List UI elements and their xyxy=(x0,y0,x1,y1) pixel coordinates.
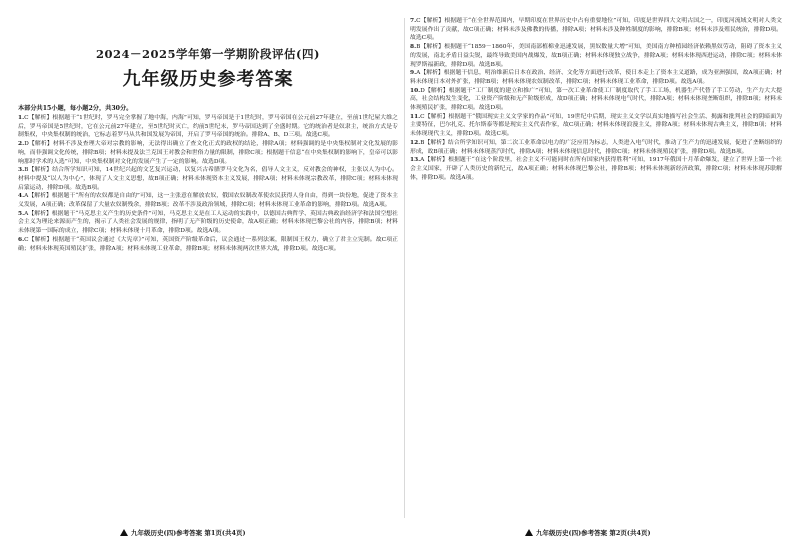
page-footer-right xyxy=(525,528,651,537)
answer-text: B【解析】根据题干“1859－1860年，美国南部植棉业迅速发展，黑奴数量大增”可知，美国南方种植园经济依赖黑奴劳动，阻碍了资本主义的发展，南北矛盾日益尖锐，最终导致美国内战爆发，故B项正确；材料未体现独立战争，排除A项；材料未体现西进运动，排除C项；材料未体现罗斯福新政，排除D项。故选B项。 xyxy=(410,44,782,68)
answer-text: B【解析】结合所学知识可知，第二次工业革命以电力的广泛应用为标志，人类进入电气时代，推动了生产力的迅速发展，促进了垄断组织的形成，故B项正确；材料未体现蒸汽时代，排除A项；材料未体现信息时代，排除C项；材料未体现殖民扩张，排除D项。故选B项。 xyxy=(410,139,782,155)
answer-number: 8. xyxy=(410,44,417,51)
answer-number: 1. xyxy=(18,115,25,121)
answer-item xyxy=(18,140,398,166)
triangle-icon xyxy=(120,529,128,536)
answer-number: 13. xyxy=(410,157,421,164)
answer-text: A【解析】根据题干“马克思主义产生的历史条件”可知，马克思主义是在工人运动的实践中，以德国古典哲学、英国古典政治经济学和法国空想社会主义为理论来源而产生的，揭示了人类社会发展的规律，指明了无产阶级的历史使命，故A项正确；材料未体现巴黎公社的内容，排除B项；材料未体现第一国际的成立，排除C项；材料未体现十月革命，排除D项。故选A项。 xyxy=(18,210,398,235)
answer-text: B【解析】结合所学知识可知，14世纪兴起的文艺复兴运动，以复兴古希腊罗马文化为名，倡导人文主义，反对教会的神权，主张以人为中心。材料中提及“以人为中心”，体现了人文主义思想，故B项正确；材料未体现资本主义发展，排除A项；材料未体现宗教改革，排除C项；材料未体现启蒙运动，排除D项。故选B项。 xyxy=(18,167,398,191)
answer-item xyxy=(18,236,398,253)
document-subtitle: 九年级历史参考答案 xyxy=(122,69,294,90)
answer-text: A【解析】根据题干“在这个阶段里，社会主义不可能同时在所有国家内获得胜利”可知，1917年俄国十月革命爆发，建立了世界上第一个社会主义国家，开辟了人类历史的新纪元，故A项正确；材料未体现巴黎公社，排除B项；材料未体现新经济政策，排除C项；材料未体现苏联解体，排除D项。故选A项。 xyxy=(410,157,782,181)
triangle-icon xyxy=(525,529,533,536)
answer-text: C【解析】根据题干“1世纪时，罗马完全掌握了地中海，内海”可知，罗马帝国是于1世纪时，罗马帝国在公元前27年建立，至前1世纪屋大维之后，罗马帝国是5世纪时，它在公元前27年建立，至5世纪时灭亡，约前5世纪末，罗马帝国达到了全盛时期。它的统治者是奴隶主，统治方式是专制集权，中央集权制的统治，它标志着罗马从共和国发展为帝国，开启了罗马帝国的统治。排除A、B、D三项。故选C项。 xyxy=(18,115,398,139)
footer-left-text: 九年级历史(四)参考答案 第1页(共4页) xyxy=(131,529,246,537)
answer-item xyxy=(410,139,782,156)
answer-item xyxy=(18,192,398,209)
page-footer-left xyxy=(120,528,246,537)
right-column xyxy=(410,0,782,543)
answer-item xyxy=(18,210,398,236)
answer-number: 10. xyxy=(410,87,421,94)
left-answer-list xyxy=(18,114,398,253)
answer-text: D【解析】根据题干“工厂制度的建立和推广”可知，第一次工业革命使工厂制度取代了手工工场，机器生产代替了手工劳动，生产力大大提高，社会结构发生变化，工业资产阶级和无产阶级形成，故D项正确；材料未体现电气时代，排除A项；材料未体现垄断组织，排除B项；材料未体现殖民扩张，排除C项。故选D项。 xyxy=(410,87,782,112)
answer-item xyxy=(18,114,398,140)
answer-text: A【解析】根据题干“所有的农奴都是自由的”可知，这一主张意在解放农奴，俄国农奴制改革使农民获得人身自由，得到一块份地，促进了资本主义发展，A项正确；改革保留了大量农奴制残余，排除B项；改革不涉及政治领域，排除C项；材料未体现工业革命的影响，排除D项。故选A项。 xyxy=(18,193,398,209)
document-title: 2024－2025学年第一学期阶段评估(四) xyxy=(96,47,320,61)
left-column xyxy=(18,0,398,543)
answer-item xyxy=(410,43,782,69)
answer-number: 12. xyxy=(410,139,421,146)
section-intro: 本部分共15小题，每小题2分，共30分。 xyxy=(18,105,133,112)
answer-item xyxy=(410,156,782,182)
answer-text: C【解析】根据题干“英国议会通过《大宪章》”可知，英国资产阶级革命后，议会通过一系列法案，限制国王权力，确立了君主立宪制。故C项正确；材料未体现英国殖民扩张，排除A项；材料未体现工业革命，排除B项；材料未体现两次世界大战，排除D项。故选C项。 xyxy=(18,236,398,252)
right-answer-list xyxy=(410,17,782,182)
answer-number: 5. xyxy=(18,210,25,217)
answer-number: 6. xyxy=(18,236,25,243)
answer-text: A【解析】根据题干信息，明治维新后日本在政治、经济、文化等方面进行改革，使日本走上了资本主义道路，成为亚洲强国，故A项正确；材料未体现日本对外扩张，排除B项；材料未体现农奴制改革，排除C项；材料未体现工业革命，排除D项。故选A项。 xyxy=(410,70,782,85)
answer-number: 2. xyxy=(18,141,25,148)
answer-number: 11. xyxy=(410,113,421,120)
answer-number: 9. xyxy=(410,70,417,77)
answer-number: 7. xyxy=(410,18,417,24)
answer-item xyxy=(410,113,782,139)
answer-number: 3. xyxy=(18,167,25,174)
answer-text: C【解析】根据题干“俄国现实主义文学家的作品”可知，19世纪中后期，现实主义文学以真实地描写社会生活、揭露和批判社会的阴暗面为主要特征，巴尔扎克、托尔斯泰等都是现实主义代表作家，故C项正确；材料未体现浪漫主义，排除A项；材料未体现古典主义，排除B项；材料未体现现代主义，排除D项。故选C项。 xyxy=(410,113,782,138)
column-divider xyxy=(404,18,405,518)
answer-text: D【解析】材料不涉及查理大帝对宗教的影响，无法得出确立了查文化正式的政权的结论，排除A项；材料强调的是中央集权制对文化发展的影响，而非强调文化传统，排除B项；材料未提及法兰克国王对教会和世俗力量的限制，排除C项；根据题干信息“在中央集权制的影响下，皇帝可以影响那时学术的人选”可知，中央集权制对文化的发展产生了一定的影响。故选D项。 xyxy=(18,141,398,165)
footer-right-text: 九年级历史(四)参考答案 第2页(共4页) xyxy=(536,529,651,537)
answer-number: 4. xyxy=(18,193,25,200)
answer-text: C【解析】根据题干“在全世界范围内，早期印度在世界历史中占有重要地位”可知，印度是世界四大文明古国之一，印度河流域文明对人类文明发展作出了贡献，故C项正确；材料未涉及佛教的传播，排除A项；材料未涉及种姓制度的影响，排除B项；材料未涉及殖民统治，排除D项。故选C项。 xyxy=(410,18,782,42)
answer-item xyxy=(18,166,398,192)
answer-item xyxy=(410,17,782,43)
answer-item xyxy=(410,69,782,86)
answer-item xyxy=(410,87,782,113)
